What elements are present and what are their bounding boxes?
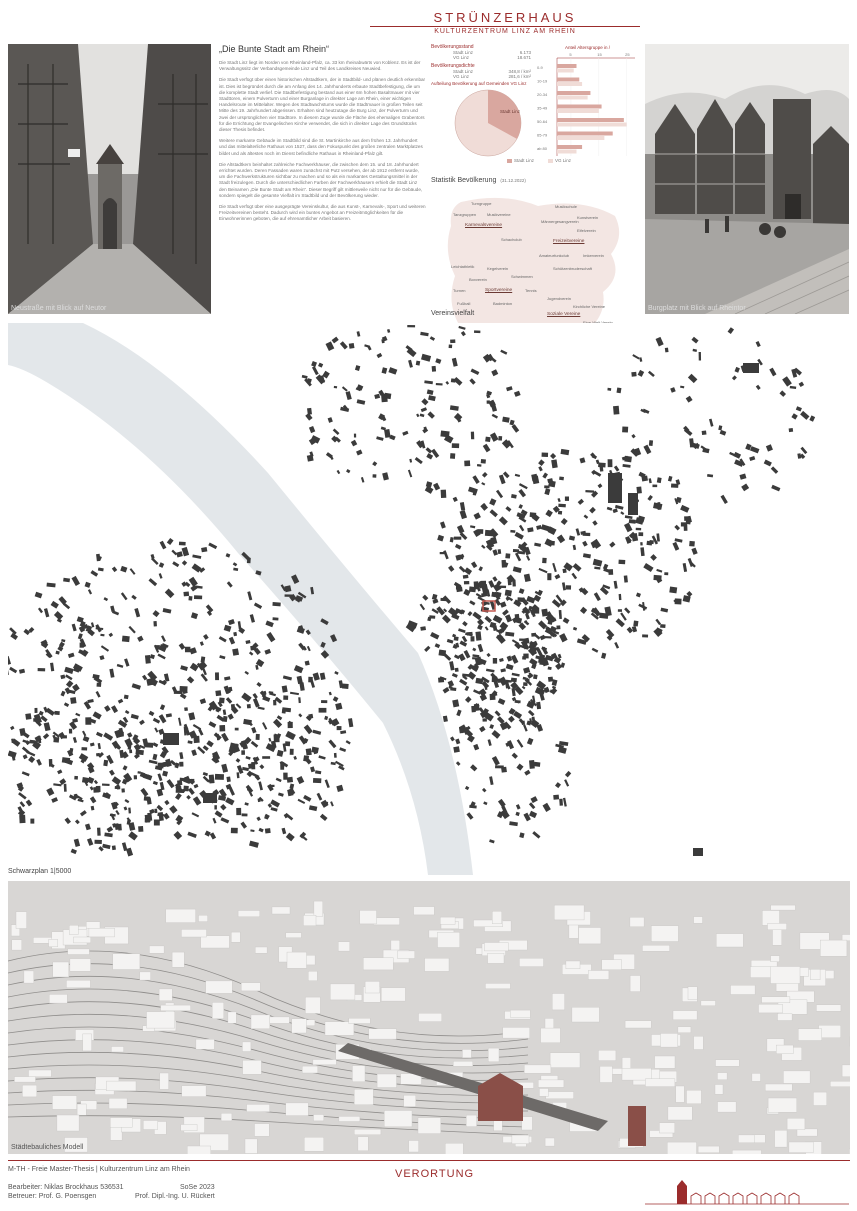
photo-neustrasse [8,44,211,314]
urban-model-photo [8,881,850,1154]
footer-advisor-2: Prof. Dipl.-Ing. U. Rückert [135,1193,215,1200]
pie-title: Aufteilung Bevölkerung auf Gemeinden VG Linz [431,81,527,86]
street-photo-illustration [8,44,211,314]
age-bar-stadt [557,118,624,122]
club-label: Turnen [453,287,466,293]
intro-heading: „Die Bunte Stadt am Rhein“ [219,44,330,54]
age-group-label: 50-64 [537,119,548,124]
age-bar-vg [557,136,604,140]
club-label: Schwimmen [511,274,533,280]
footer-course: M-TH - Freie Master-Thesis | Kulturzentrum Linz am Rhein [8,1166,190,1173]
age-bar-vg [557,69,574,73]
photo-caption-right: Burgplatz mit Blick auf Rheintor [648,305,746,312]
footer-advisor-1: Betreuer: Prof. G. Poensgen [8,1193,97,1200]
club-label: Schachclub [501,236,522,242]
legend-vg: VG Linz [548,158,571,163]
population-row: VG Linz 18.671 [453,55,531,60]
skyline-logo-icon [645,1178,849,1206]
age-group-label: 35-49 [537,105,548,111]
legend-swatch [507,159,512,163]
footer-semester: SoSe 2023 [180,1184,215,1191]
poster-header [370,10,640,35]
age-group-label: 20-34 [537,92,548,97]
club-label: Kegelverein [487,266,509,272]
footer-author: Bearbeiter: Niklas Brockhaus 536531 [8,1184,124,1191]
age-bar-vg [557,150,577,154]
density-title: Bevölkerungsdichte [431,63,475,69]
age-bar-stadt [557,64,577,68]
photo-caption-left: Neustraße mit Blick auf Neutor [11,305,107,312]
statistics-panel [431,44,639,318]
club-label: Musikvereine [487,212,511,218]
age-group-label: ab 80 [537,146,548,151]
poster-title: STRÜNZERHAUS [433,10,577,25]
club-label: Fußball [457,301,471,307]
figure-ground-map [8,323,850,875]
age-bar-vg [557,96,588,100]
club-label: Leichtathletik [451,263,475,269]
pie-slice-label: Stadt Linz [500,109,521,114]
legend-stadt: Stadt Linz [507,158,534,163]
club-label: Soziale Vereine [547,312,581,318]
age-bar-stadt [557,78,579,82]
figure-ground-plan [8,323,850,875]
intro-paragraph: Die Altstadtkern beinhaltet zahlreiche Fachwerkhäuser, die zwischen dem 15. und 18. Jahrhundert errichtet wurden. Deren Fassaden waren zunächst mit Putz versehen, der ab 1912 entfernt wurde, um die Fachwerkstrukturen sichtbar zu machen und so als ein markantes Gestaltungsmittel in der Stadt freizulegen. Durch die unterschiedlichen Farben der Fachwerkhäusern erhielt die Stadt Linz den Beinamen „Die Bunte Stadt am Rhein“. Dieser Begriff gilt mittlerweile nicht nur für die Gebäude, sondern spiegelt die gesamte Vielfalt im Stadtbild und der Bevölkerung wieder. [219,161,423,198]
population-row: Stadt Linz 6.173 [453,50,531,55]
photo-burgplatz [645,44,849,314]
club-label: Kunstverein [577,214,599,220]
age-chart-title: Anteil Altersgruppe in / [565,45,611,50]
club-label: Karnevalsvereine [465,223,503,228]
club-label: Amateurfunkclub [539,252,570,258]
club-label: Tennis [525,287,537,293]
club-label: Boxverein [469,277,487,282]
square-photo-illustration [645,44,849,314]
club-label: Tanzgruppen [453,212,477,218]
statistics-title: Statistik Bevölkerung (31.12.2022) [431,177,526,184]
population-pie-chart [453,88,523,158]
clubs-title: Vereinsvielfalt [431,310,475,317]
club-label: Badminton [493,301,513,307]
intro-paragraph: Die Stadt Linz liegt im Norden von Rheinland-Pfalz, ca. 33 km rheinabwärts von Koblenz. Es ist der Verwaltungssitz der Verbandsgemeinde Linz und Teil des Landkreises Neuwied. [219,60,421,72]
footer-divider [8,1160,850,1161]
age-bar-vg [557,82,582,86]
intro-paragraph: Weitere markante Gebäude im Stadtbild sind die St. Martinkirche aus dem frühen 13. Jahrhundert und das mittelalterliche Rathaus von 1527, dass den Fokuspunkt des großen zentralen Marktplatzes bildet und als ältestes noch im Dienst befindliche Rathaus in Rheinland-Pfalz gilt. [219,138,423,156]
age-tick-label: 15 [597,52,602,57]
population-title: Bevölkerungsstand [431,44,474,50]
density-row: Stadt Linz 348,8 / km² [453,69,531,74]
age-bar-stadt [557,132,613,136]
age-group-label: 10-19 [537,78,548,84]
club-label: Männergesangverein [541,218,579,224]
age-bar-stadt [557,145,582,149]
club-label: Jugendverein [547,295,572,301]
club-label: Musikschule [555,204,578,210]
age-group-label: 65-79 [537,132,548,138]
age-bar-stadt [557,91,590,95]
club-label: Turngruppe [471,201,492,207]
club-label: Imkerverein [583,252,604,258]
age-tick-label: 5 [569,52,572,57]
club-label: Schützenbruderschaft [553,266,592,272]
age-bar-stadt [557,105,602,109]
intro-text [219,44,426,314]
density-row: VG Linz 281,6 / km² [453,74,531,79]
club-label: Freizeitvereine [553,239,585,245]
urban-model-illustration [8,881,850,1154]
poster-subtitle: KULTURZENTRUM LINZ AM RHEIN [370,26,640,35]
club-label: Eifelverein [577,228,596,234]
club-label: Kirchliche Vereine [573,304,606,309]
age-bar-vg [557,123,627,127]
intro-paragraph: Die Stadt verfügt über eine ausgeprägte Vereinskultur, die aus Kunst-, Karnevals-, Sport und weiteren Freizeitvereinen besteht. Dadurch wird ein buntes Angebot an Freizeitmöglichkeiten für die Einwohnerinnen geboten, die auf ehrenamtlicher Arbeit basieren. [219,204,426,222]
club-label: Sportvereine [485,287,513,293]
intro-paragraph: Die Stadt verfügt über einen historischen Altstadtkern, der in Stadtbild- und plänen deutlich erkennbar ist. Dies ist begründet durch die am Anfang des 14. Jahrhunderts erbaute Stadtbefestigung, die um die komplette Stadt verlief. Die Stadtbefestigung bestand aus einer 6m hohen Basaltmauer mit vier Stadttoren, einem Pulverturm und einer Burganlage in direkter Lage am Rhein, einer wichtigen Handelsroute im Mittelalter. Wegen des Stadtwachstums wurde die Stadtmauer in großen Teilen seit Mitte des 19. Jahrhundert abgerissen. Erhalten sind heutzutage die Burg Linz, der Pulverturm und zwei der ursprünglichen vier Stadttore. In diesem Zuge wurde die Fläche des ehemaligen Grabentors für die Errichtung der Evangelischen Kirche verwendet, die sich in direkter Lage des Grundstücks dieser Thesis befindet. [219,77,426,133]
map-caption: Schwarzplan 1|5000 [8,868,72,875]
age-bar-vg [557,109,599,113]
age-tick-label: 25 [625,52,630,57]
model-caption: Städtebauliches Modell [11,1144,84,1151]
rhine-river [8,323,473,875]
age-group-label: 0-9 [537,65,543,70]
footer-section-title: VERORTUNG [395,1168,475,1180]
age-group-bar-chart [537,44,639,160]
